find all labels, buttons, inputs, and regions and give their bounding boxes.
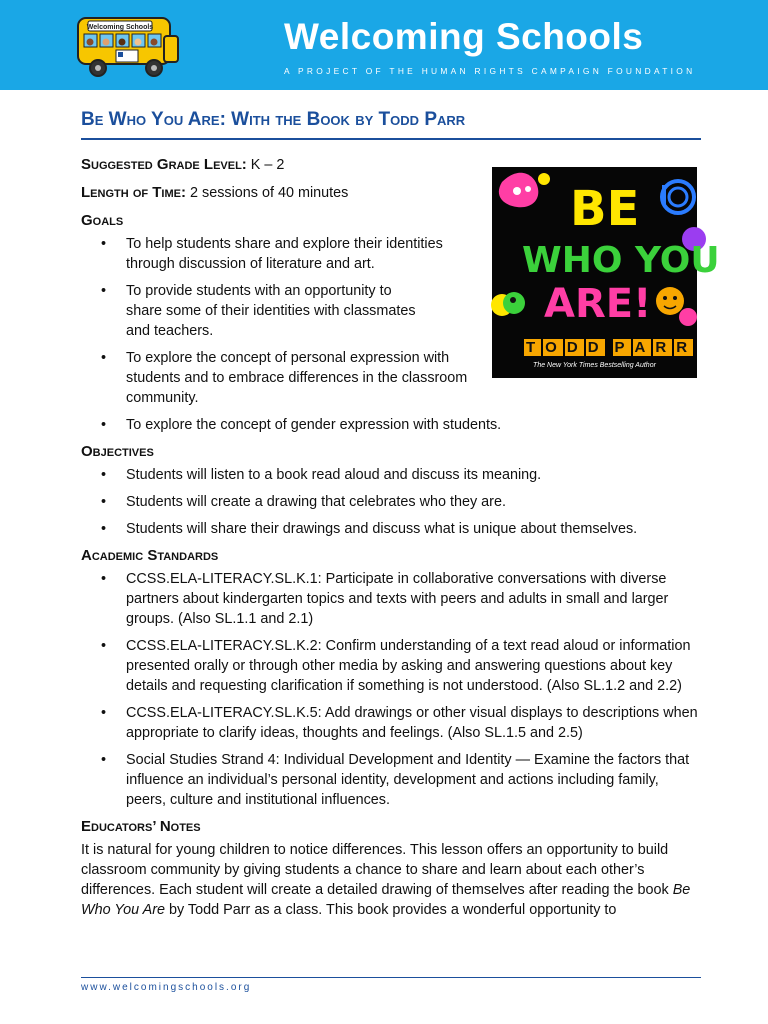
list-item: • Social Studies Strand 4: Individual Development and Identity — Examine the factors that influence an individual’s personal identity, development and actions including family, peers, culture and institutional influences. (101, 750, 701, 810)
goals-heading: Goals (81, 212, 124, 229)
title-divider (81, 138, 701, 140)
svg-text:WHO YOU: WHO YOU (522, 240, 720, 281)
list-item: • To provide students with an opportunity to share some of their identities with classmates and teachers. (101, 281, 421, 341)
svg-text:ARE!: ARE! (544, 281, 652, 327)
list-item: • CCSS.ELA-LITERACY.SL.K.1: Participate in collaborative conversations with diverse partners about kindergarten topics and texts with peers and adults in small and larger groups. (Also SL.1.1 and 2.1) (101, 569, 701, 629)
brand-title: Welcoming Schools (284, 16, 644, 57)
notes-book-title: Be Who You Are (81, 882, 691, 918)
grade-level-label: Suggested Grade Level: (81, 156, 247, 173)
list-item: • To help students share and explore their identities through discussion of literature and art. (101, 234, 486, 274)
svg-text:BE: BE (570, 181, 640, 237)
objectives-list (101, 465, 701, 539)
length-of-time-value: 2 sessions of 40 minutes (186, 185, 349, 201)
list-item: • Students will create a drawing that celebrates who they are. (101, 492, 701, 512)
footer-divider (81, 977, 701, 978)
school-bus-logo-icon (76, 14, 180, 80)
list-item: • CCSS.ELA-LITERACY.SL.K.2: Confirm understanding of a text read aloud or information presented orally or through other media by asking and answering questions about key details and requesting clarification if something is not understood. (Also SL.1.2 and 2.2) (101, 636, 701, 696)
list-item: • Students will listen to a book read aloud and discuss its meaning. (101, 465, 701, 485)
notes-text: It is natural for young children to notice differences. This lesson offers an opportunity to build classroom community by giving students a chance to share and learn about each other’s differences. Each student will create a detailed drawing of themselves after reading the book (81, 842, 673, 898)
list-item: • To explore the concept of personal expression with students and to embrace differences in the classroom community. (101, 348, 486, 408)
objectives-heading: Objectives (81, 443, 154, 460)
list-item: • Students will share their drawings and discuss what is unique about themselves. (101, 519, 701, 539)
page-title: Be Who You Are: With the Book by Todd Parr (81, 109, 466, 130)
notes-text-continued: by Todd Parr as a class. This book provides a wonderful opportunity to (165, 902, 617, 918)
svg-text:Welcoming Schools: Welcoming Schools (86, 24, 154, 31)
educators-notes-heading: Educators’ Notes (81, 818, 201, 835)
list-item: • To explore the concept of gender expression with students. (101, 415, 701, 435)
length-of-time-label: Length of Time: (81, 184, 186, 201)
footer-url[interactable]: www.welcomingschools.org (81, 982, 252, 993)
book-cover-author: T O D D P A R R (526, 339, 692, 356)
length-of-time (81, 183, 701, 203)
lesson-content (81, 155, 701, 920)
book-cover-subtitle: The New York Times Bestselling Author (533, 362, 656, 369)
standards-heading: Academic Standards (81, 547, 219, 564)
list-item: • CCSS.ELA-LITERACY.SL.K.5: Add drawings or other visual displays to descriptions when appropriate to clarify ideas, thoughts and feelings. (Also SL.1.5 and 2.5) (101, 703, 701, 743)
grade-level (81, 155, 701, 175)
standards-list (101, 569, 701, 810)
goals-list (101, 234, 701, 435)
educators-notes (81, 840, 701, 920)
grade-level-value: K – 2 (246, 157, 285, 173)
header-banner (0, 0, 768, 90)
brand-tagline: A PROJECT OF THE HUMAN RIGHTS CAMPAIGN FOUNDATION (284, 66, 696, 76)
